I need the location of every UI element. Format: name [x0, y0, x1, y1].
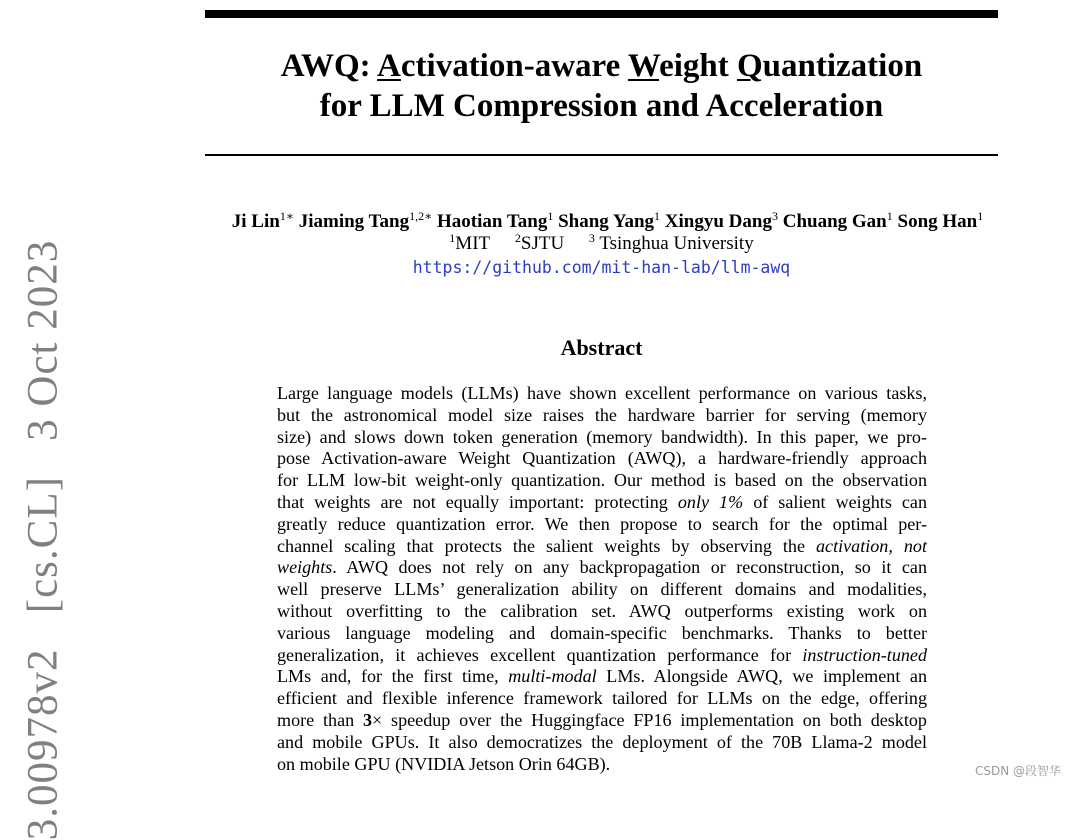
github-link[interactable]: https://github.com/mit-han-lab/llm-awq	[412, 258, 791, 277]
abstract-line: greatly reduce quantization error. We then propose to search for the optimal per-	[277, 513, 927, 534]
abstract-line: pose Activation-aware Weight Quantization (AWQ), a hardware-friendly approach	[277, 448, 927, 469]
abstract-line: channel scaling that protects the salient weights by observing the activation, not	[277, 535, 927, 556]
author: Chuang Gan$^1$	[782, 209, 893, 232]
abstract-body	[277, 383, 927, 775]
abstract-line: well preserve LLMs’ generalization ability on different domains and modalities,	[277, 579, 927, 600]
author: Song Han$^1$	[897, 209, 984, 232]
author: Xingyu Dang$^3$	[664, 209, 778, 232]
title-top-rule	[205, 10, 998, 18]
abstract-line: for LLM low-bit weight-only quantization. Our method is based on the observation	[277, 470, 927, 491]
abstract-line: that weights are not equally important: protecting only 1% of salient weights can	[277, 491, 928, 512]
abstract-line: various language modeling and domain-specific benchmarks. Thanks to better	[277, 622, 927, 643]
abstract-line: weights. AWQ does not rely on any backpropagation or reconstruction, so it can	[277, 557, 927, 578]
author: Jiaming Tang$^{1,2∗}$	[298, 209, 433, 232]
abstract-line: but the astronomical model size raises the hardware barrier for serving (memory	[277, 404, 927, 425]
abstract-line: Large language models (LLMs) have shown excellent performance on various tasks,	[277, 383, 927, 403]
abstract-line: efficient and flexible inference framework tailored for LLMs on the edge, offering	[277, 688, 927, 709]
csdn-watermark: CSDN @段智华	[974, 764, 1061, 778]
abstract-line: and mobile GPUs. It also democratizes the deployment of the 70B Llama-2 model	[277, 731, 927, 752]
title-bottom-rule	[205, 154, 998, 156]
title-line-2: for LLM Compression and Acceleration	[319, 88, 884, 124]
author-list	[160, 210, 1055, 234]
abstract-line: more than 3× speedup over the Huggingface FP16 implementation on both desktop	[277, 709, 927, 730]
affiliation: $^3$ Tsinghua University	[588, 231, 754, 254]
abstract-line: size) and slows down token generation (memory bandwidth). In this paper, we pro-	[277, 426, 927, 447]
affiliation: $^1$MIT	[449, 231, 491, 254]
abstract-line: on mobile GPU (NVIDIA Jetson Orin 64GB).	[277, 753, 611, 774]
paper-title	[205, 46, 998, 126]
abstract-heading: Abstract	[560, 335, 643, 360]
abstract-line: without overfitting to the calibration set. AWQ outperforms existing work on	[277, 600, 927, 621]
author: Ji Lin$^{1∗}$	[231, 209, 294, 232]
author: Haotian Tang$^1$	[437, 209, 554, 232]
affiliation: $^2$SJTU	[514, 231, 565, 254]
abstract-line: LMs and, for the first time, multi-modal LMs. Alongside AWQ, we implement an	[277, 666, 927, 687]
arxiv-sidebar-stamp: 3.00978v2 [cs.CL] 3 Oct 2023	[19, 239, 67, 840]
abstract-line: generalization, it achieves excellent quantization performance for instruction-tuned	[277, 644, 927, 665]
author: Shang Yang$^1$	[558, 209, 661, 232]
title-line-1: AWQ: Activation-aware Weight Quantization	[280, 48, 923, 84]
affiliation-list	[205, 233, 998, 255]
